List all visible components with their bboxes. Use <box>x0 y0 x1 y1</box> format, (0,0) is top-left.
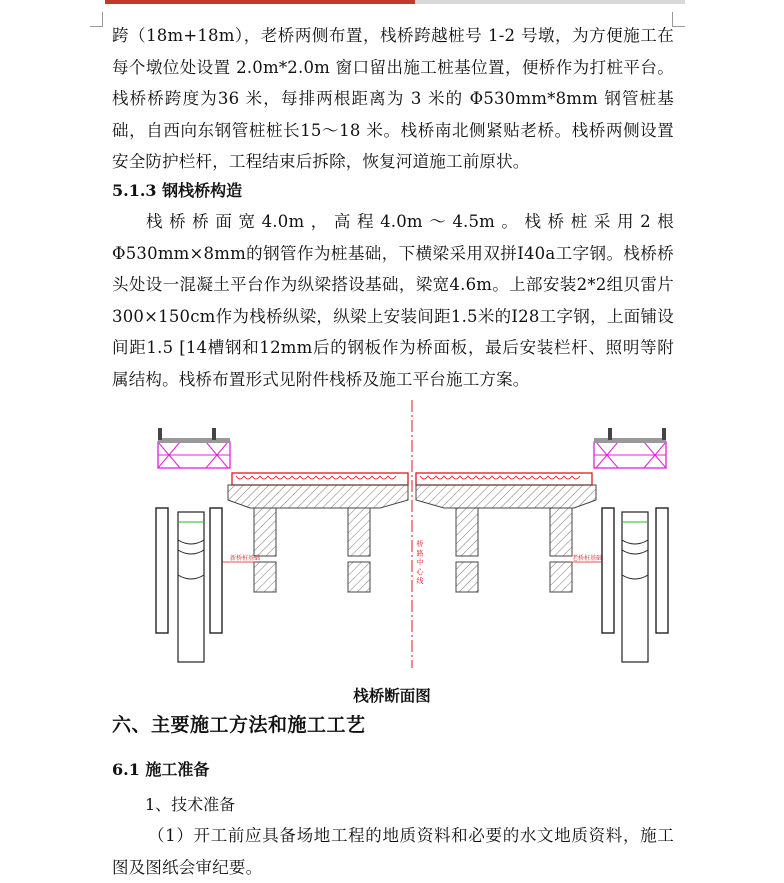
header-rule <box>105 0 685 4</box>
right-rail <box>594 428 666 468</box>
page-corner-mark-left <box>90 12 103 27</box>
intro-paragraph: 跨（18m+18m），老桥两侧布置，栈桥跨越桩号 1-2 号墩，为方便施工在每个墩位处设置 2.0m*2.0m 窗口留出施工桩基位置，便桥作为打桩平台。栈桥桥跨度为36 米，每排两根距离为 3 米的 Φ530mm*8mm 钢管桩基础，自西向东钢管桩桩长15～18 米。栈桥南北侧紧贴老桥。栈桥两侧设置安全防护栏杆，工程结束后拆除，恢复河道施工前原状。 <box>112 26 674 171</box>
left-callout-label: 新桥桩基础 <box>230 555 261 562</box>
left-beam <box>228 473 408 508</box>
heading-6-1: 6.1 施工准备 <box>112 760 210 779</box>
header-rule-accent <box>105 0 415 4</box>
tech-prep-subheading: 1、技术准备 <box>145 795 236 814</box>
right-beam <box>416 473 596 508</box>
left-piers <box>254 508 370 592</box>
left-rail <box>158 428 230 468</box>
heading-5-1-3: 5.1.3 钢栈桥构造 <box>112 181 243 200</box>
right-piles <box>602 508 668 662</box>
chapter-6-heading: 六、主要施工方法和施工工艺 <box>112 714 366 736</box>
structure-paragraph: 栈桥桥面宽4.0m，高程4.0m～4.5m。栈桥桩采用2根Φ530mm×8mm的钢管作为桩基础，下横梁采用双拼I40a工字钢。栈桥桥头处设一混凝土平台作为纵梁搭设基础，梁宽4.6m。上部安装2*2组贝雷片300×150cm作为栈桥纵梁，纵梁上安装间距1.5米的I28工字钢，上面铺设间距1.5 [14槽钢和12mm后的钢板作为桥面板，最后安装栏杆、照明等附属结构。栈桥布置形式见附件栈桥及施工平台施工方案。 <box>112 212 674 389</box>
left-piles <box>156 508 222 662</box>
trestle-section-drawing <box>150 400 674 668</box>
right-piers <box>456 508 572 592</box>
tech-prep-item-1: （1）开工前应具备场地工程的地质资料和必要的水文地质资料，施工图及图纸会审纪要。 <box>112 826 674 877</box>
center-line-label: 桥 路 中 心 线 <box>416 540 424 584</box>
figure-caption: 栈桥断面图 <box>353 686 431 705</box>
right-callout-label: 老桥桩基础 <box>572 555 603 562</box>
